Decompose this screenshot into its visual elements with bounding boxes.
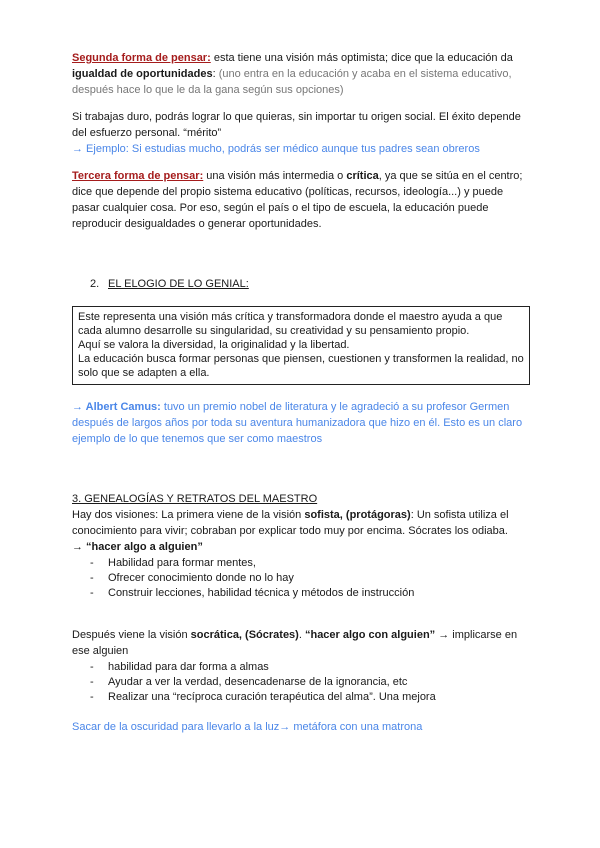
document-page xyxy=(72,50,532,735)
tercera-title: Tercera forma de pensar: xyxy=(72,170,204,182)
sofista-list xyxy=(72,556,532,601)
segunda-grey-note: (uno entra en la educación y acaba en el sistema educativo, después hace lo que le da la gana según sus opciones) xyxy=(72,68,512,96)
genial-box xyxy=(72,306,530,385)
segunda-bold: igualdad de oportunidades xyxy=(72,68,213,80)
socratic-intro: Después viene la visión socrática, (Sócrates). “hacer algo con alguien” → implicarse en ese alguien xyxy=(72,629,518,657)
list-item: - Construir lecciones, habilidad técnica y métodos de instrucción xyxy=(90,587,415,599)
genial-box-line-2: Aquí se valora la diversidad, la originalidad y la libertad. xyxy=(78,339,350,351)
segunda-paragraph xyxy=(72,50,532,98)
dash-marker: - xyxy=(90,587,94,599)
segunda-text-1: esta tiene una visión más optimista; dice que la educación da xyxy=(210,52,513,64)
tercera-bold: crítica xyxy=(346,170,379,182)
dash-marker: - xyxy=(90,661,94,673)
sofista-intro-2: : Un sofista utiliza el conocimiento para vivir; cobraban por explicar todo muy por encima. Sócrates los odiaba. xyxy=(72,509,509,537)
sofista-bold: sofista, (protágoras) xyxy=(304,509,411,521)
segunda-text-2: : xyxy=(212,68,219,80)
socratic-bold: socrática, (Sócrates) xyxy=(190,629,299,641)
genial-box-line-1: Este representa una visión más crítica y transformadora donde el maestro ayuda a que cada alumno desarrolle su singularidad, su creatividad y su pensamiento propio. xyxy=(78,311,503,337)
list-item: - habilidad para dar forma a almas xyxy=(90,661,269,673)
dash-marker: - xyxy=(90,676,94,688)
list-item: - Realizar una “recíproca curación terapéutica del alma”. Una mejora xyxy=(90,691,436,703)
section-3-heading: 3. GENEALOGÍAS Y RETRATOS DEL MAESTRO xyxy=(72,493,318,505)
sofista-label: → “hacer algo a alguien” xyxy=(72,541,203,553)
socratic-list xyxy=(72,660,532,705)
section-2-number: 2. xyxy=(90,278,100,290)
segunda-example: → Ejemplo: Si estudias mucho, podrás ser médico aunque tus padres sean obreros xyxy=(72,143,480,155)
tercera-paragraph xyxy=(72,168,532,232)
segunda-title: Segunda forma de pensar: xyxy=(72,52,211,64)
camus-paragraph xyxy=(72,399,532,447)
dash-marker: - xyxy=(90,572,94,584)
sofista-intro-1: Hay dos visiones: La primera viene de la visión xyxy=(72,509,305,521)
genial-box-line-3: La educación busca formar personas que piensen, cuestionen y transformen la realidad, no solo que se adapten a ella. xyxy=(78,353,524,379)
camus-name: → Albert Camus: xyxy=(72,401,161,413)
list-item: - Ofrecer conocimiento donde no lo hay xyxy=(90,572,294,584)
section-2-heading xyxy=(72,276,532,292)
dash-marker: - xyxy=(90,557,94,569)
camus-text: tuvo un premio nobel de literatura y le agradeció a su profesor Germen después de largos años por toda su aventura humanizadora que hizo en él. Esto es un claro ejemplo de lo que tenemos que ser como maestros xyxy=(72,401,523,445)
list-item: - Ayudar a ver la verdad, desencadenarse de la ignorancia, etc xyxy=(90,676,408,688)
section-2-title: EL ELOGIO DE LO GENIAL: xyxy=(108,278,249,290)
list-item: - Habilidad para formar mentes, xyxy=(90,557,256,569)
tercera-text-1: una visión más intermedia o xyxy=(203,170,347,182)
socratic-label: “hacer algo con alguien” xyxy=(304,629,436,641)
dash-marker: - xyxy=(90,691,94,703)
merito-paragraph: Si trabajas duro, podrás lograr lo que quieras, sin importar tu origen social. El éxito depende del esfuerzo personal. “mérito” xyxy=(72,111,521,139)
sofista-intro xyxy=(72,507,532,539)
tercera-text-2: , ya que se sitúa en el centro; dice que depende del propio sistema educativo (políticas, recursos, ideología...) y puede pasar cualquier cosa. Por eso, según el país o el tipo de escuela, la educación puede reproducir desigualdades o generar oportunidades. xyxy=(72,170,523,230)
matrona-line: Sacar de la oscuridad para llevarlo a la luz→ metáfora con una matrona xyxy=(72,721,423,733)
